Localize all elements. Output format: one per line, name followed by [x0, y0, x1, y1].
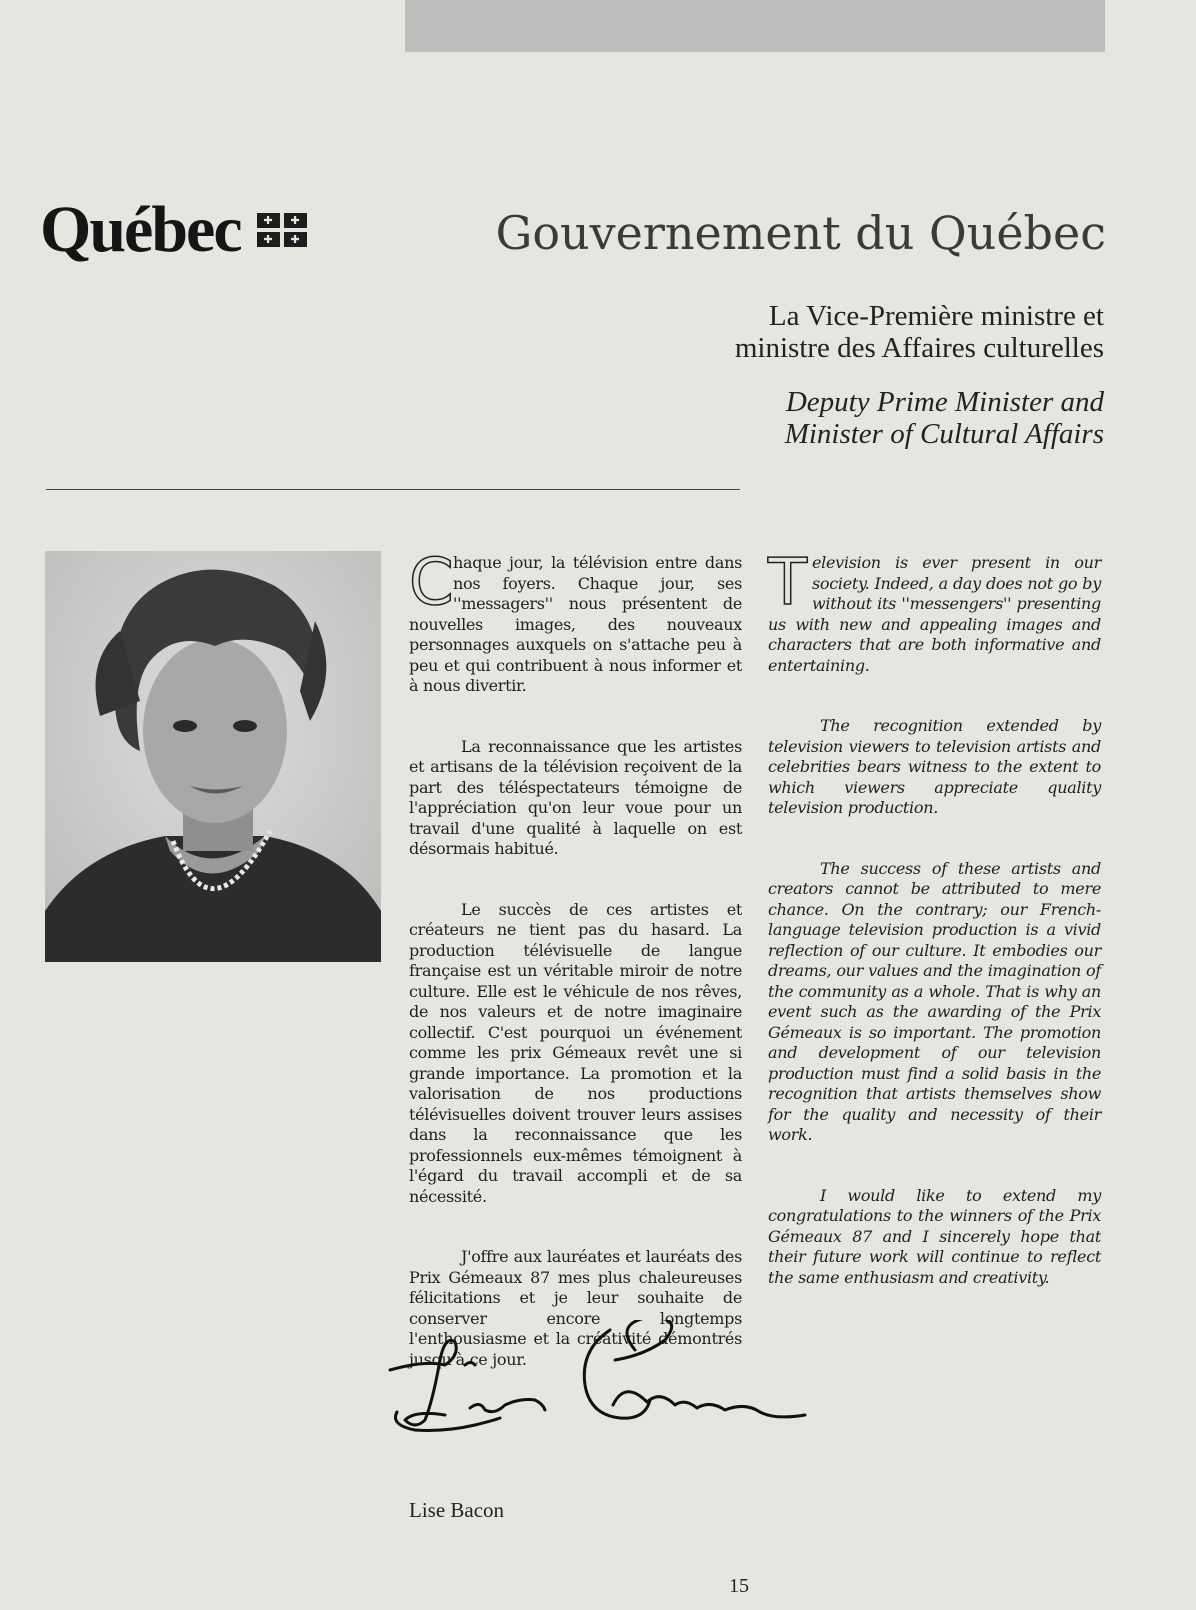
minister-title-english-line: Minister of Cultural Affairs	[784, 418, 1104, 450]
minister-title-english-line: Deputy Prime Minister and	[785, 386, 1104, 418]
handwritten-signature	[385, 1320, 825, 1450]
government-title: Gouvernement du Québec	[495, 206, 1106, 260]
dropcap-en: T	[768, 546, 807, 620]
horizontal-rule	[46, 489, 740, 490]
french-text-column	[409, 546, 742, 1410]
paragraph-en-4: I would like to extend my congratulations to the winners of the Prix Gémeaux 87 and I sincerely hope that their future work will continue to reflect the same enthusiasm and creativity.	[768, 1185, 1101, 1287]
english-text-column	[768, 546, 1101, 1328]
minister-title-french-line: ministre des Affaires culturelles	[734, 332, 1104, 364]
minister-title-french-line: La Vice-Première ministre et	[768, 300, 1104, 332]
minister-title-french	[735, 300, 1104, 364]
paragraph-fr-2: La reconnaissance que les artistes et artisans de la télévision reçoivent de la part des téléspectateurs témoigne de l'appréciation qu'on leur voue pour un travail d'une qualité à laquelle on est désormais habitué.	[409, 736, 742, 858]
paragraph-text: elevision is ever present in our society. Indeed, a day does not go by without its ''messengers'' presenting us with new and appealing images and characters that are both informative and entertaining.	[768, 553, 1101, 675]
signer-name: Lise Bacon	[409, 1498, 505, 1522]
dropcap-fr: C	[409, 546, 454, 620]
portrait-photo	[45, 551, 381, 962]
paragraph-fr-3: Le succès de ces artistes et créateurs ne tient pas du hasard. La production télévisuelle de langue française est un véritable miroir de notre culture. Elle est le véhicule de nos rêves, de nos valeurs et de notre imaginaire collectif. C'est pourquoi un événement comme les prix Gémeaux revêt une si grande importance. La promotion et la valorisation de nos productions télévisuelles doivent trouver leurs assises dans la reconnaissance que les professionnels eux-mêmes témoignent à l'égard du travail accompli et de sa nécessité.	[409, 899, 742, 1206]
page-number: 15	[729, 1575, 749, 1597]
logo-wordmark: Québec	[40, 193, 241, 266]
quebec-logo	[40, 192, 307, 268]
paragraph-en-1	[768, 546, 1101, 676]
fleur-de-lis-flag-icon: ✚ ✚ ✚ ✚	[257, 213, 307, 247]
top-gray-band	[405, 0, 1105, 52]
paragraph-fr-4: J'offre aux lauréates et lauréats des Prix Gémeaux 87 mes plus chaleureuses félicitations et je leur souhaite de conserver encore longtemps l'enthousiasme et la créativité démontrés jusqu'à ce jour.	[409, 1247, 742, 1369]
paragraph-en-2: The recognition extended by television viewers to television artists and celebrities bears witness to the extent to which viewers appreciate quality television production.	[768, 716, 1101, 817]
paragraph-fr-1	[409, 546, 742, 697]
paragraph-en-3: The success of these artists and creators cannot be attributed to mere chance. On the contrary; our French-language television production is a vivid reflection of our culture. It embodies our dreams, our values and the imagination of the community as a whole. That is why an event such as the awarding of the Prix Gémeaux is so important. The promotion and development of our television production must find a solid basis in the recognition that artists themselves show for the quality and necessity of their work.	[768, 858, 1101, 1144]
minister-title-english	[785, 386, 1104, 450]
paragraph-text: haque jour, la télévision entre dans nos foyers. Chaque jour, ses ''messagers'' nous présentent de nouvelles images, des nouveaux personnages auxquels on s'attache peu à peu et qui contribuent à nous informer et à nous divertir.	[409, 553, 742, 695]
